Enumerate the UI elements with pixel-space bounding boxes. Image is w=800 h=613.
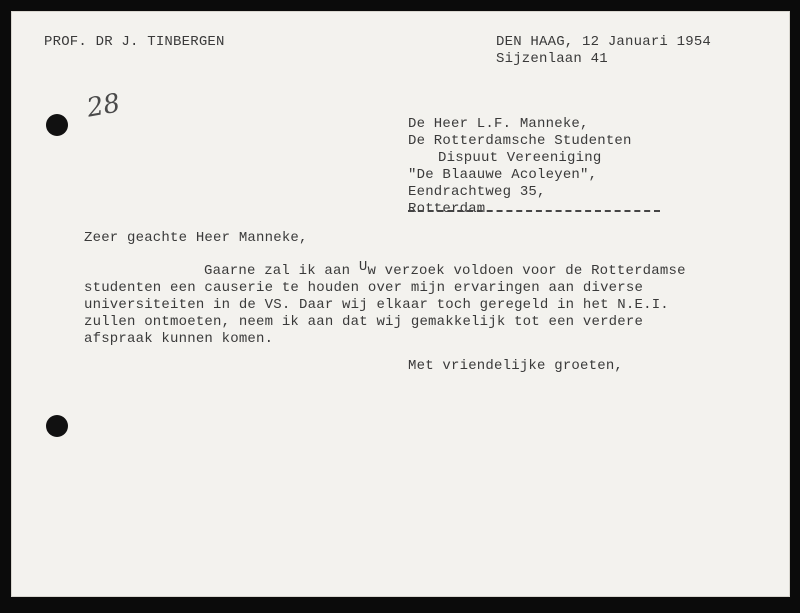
- body-line-1-start: Gaarne zal ik aan: [204, 263, 359, 279]
- sender-address: Sijzenlaan 41: [496, 51, 608, 67]
- body-line-3: universiteiten in de VS. Daar wij elkaar toch geregeld in het N.E.I.: [84, 297, 669, 313]
- recipient-line-1: De Heer L.F. Manneke,: [408, 116, 589, 132]
- recipient-underline: [408, 210, 660, 212]
- sender-name: PROF. DR J. TINBERGEN: [44, 34, 225, 50]
- body-line-4: zullen ontmoeten, neem ik aan dat wij gemakkelijk tot een verdere: [84, 314, 644, 330]
- handwritten-page-number: 28: [84, 88, 123, 124]
- recipient-line-2: De Rotterdamsche Studenten: [408, 133, 632, 149]
- body-line-1-u: U: [358, 259, 368, 275]
- letter-sheet: [11, 11, 790, 597]
- recipient-line-3: Dispuut Vereeniging: [438, 150, 602, 166]
- punch-hole-bottom: [46, 415, 68, 437]
- recipient-city: Rotterdam: [408, 201, 486, 217]
- closing: Met vriendelijke groeten,: [408, 358, 624, 374]
- body-line-1-end: w verzoek voldoen voor de Rotterdamse: [367, 263, 686, 279]
- place-date: DEN HAAG, 12 Januari 1954: [496, 34, 712, 50]
- body-line-1: [204, 259, 686, 280]
- body-line-5: afspraak kunnen komen.: [84, 331, 274, 347]
- salutation: Zeer geachte Heer Manneke,: [84, 230, 308, 246]
- body-line-2: studenten een causerie te houden over mijn ervaringen aan diverse: [84, 280, 644, 296]
- punch-hole-top: [46, 114, 68, 136]
- recipient-line-4: "De Blaauwe Acoleyen",: [408, 167, 598, 183]
- recipient-line-5: Eendrachtweg 35,: [408, 184, 546, 200]
